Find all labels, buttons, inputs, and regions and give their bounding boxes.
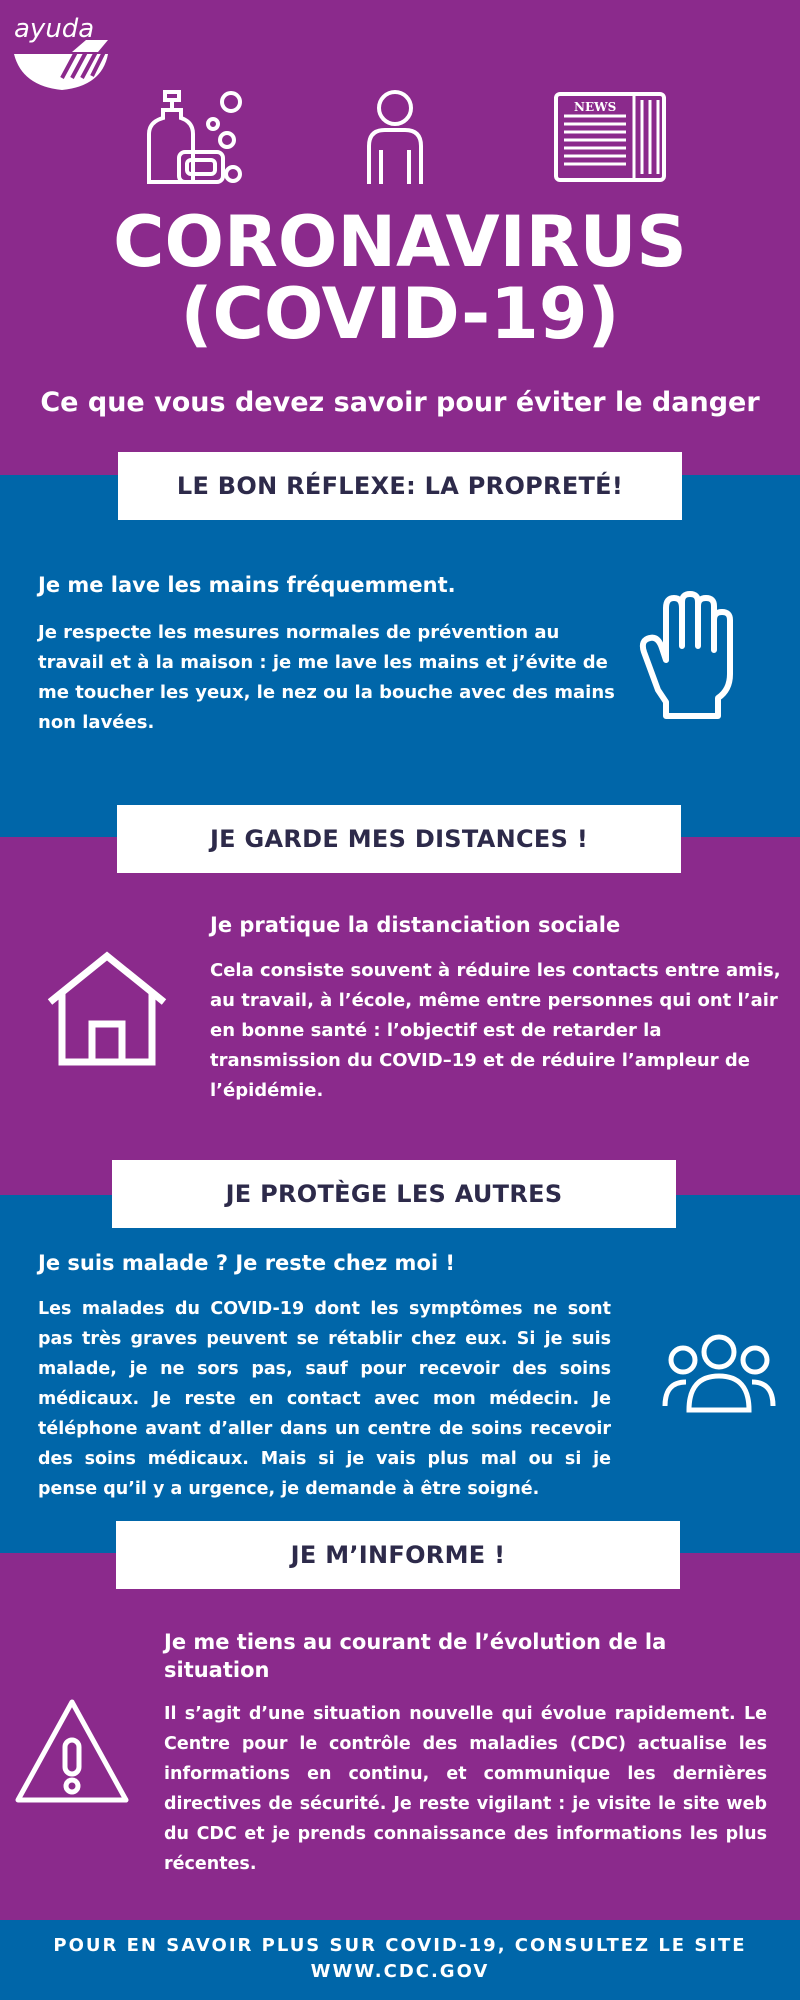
section-1-body: Je respecte les mesures normales de prévention au travail et à la maison : je me lave les mains et j’évite de me toucher les yeux, le nez ou la bouche avec des mains non lavées. <box>38 622 615 733</box>
section-2-subheading: Je pratique la distanciation sociale <box>210 913 621 937</box>
title-line-2: (COVID-19) <box>180 273 620 355</box>
logo[interactable] <box>12 8 112 90</box>
house-icon <box>46 950 168 1068</box>
page-title <box>0 201 800 355</box>
logo-text: ayuda <box>14 14 95 44</box>
section-1-heading: LE BON RÉFLEXE: LA PROPRETÉ! <box>118 452 682 520</box>
section-2-body: Cela consiste souvent à réduire les contacts entre amis, au travail, à l’école, même entre personnes qui ont l’air en bonne santé : l’objectif est de retarder la transmission du COVID–19 et de réduire l’ampleur de l’épidémie. <box>210 960 781 1101</box>
footer-link[interactable]: WWW.CDC.GOV <box>310 1961 490 1982</box>
section-4-heading: JE M’INFORME ! <box>116 1521 680 1589</box>
footer <box>0 1933 800 1985</box>
section-4-subheading: Je me tiens au courant de l’évolution de la situation <box>164 1630 667 1682</box>
section-4-body: Il s’agit d’une situation nouvelle qui évolue rapidement. Le Centre pour le contrôle des maladies (CDC) actualise les informations en continu, et communique les dernières directives de sécurité. Je reste vigilant : je visite le site web du CDC et je prends connaissance des informations les plus récentes. <box>164 1704 767 1874</box>
logo-bowl-icon <box>12 8 112 90</box>
newspaper-label: NEWS <box>574 100 617 114</box>
warning-icon <box>12 1696 132 1806</box>
soap-bottle-icon <box>145 88 245 188</box>
group-icon <box>662 1332 776 1414</box>
section-1-subheading: Je me lave les mains fréquemment. <box>38 573 456 597</box>
section-3-body: Les malades du COVID-19 dont les symptômes ne sont pas très graves peuvent se rétablir chez eux. Si je suis malade, je ne sors pas, sauf pour recevoir des soins médicaux. Je reste en contact avec mon médecin. Je téléphone avant d’aller dans un centre de soins recevoir des soins médicaux. Mais si je vais plus mal ou si je pense qu’il y a urgence, je demande à être soigné. <box>38 1299 611 1499</box>
footer-line-1: POUR EN SAVOIR PLUS SUR COVID-19, CONSULTEZ LE SITE <box>53 1935 747 1956</box>
title-line-1: CORONAVIRUS <box>113 201 687 283</box>
hand-icon <box>636 590 736 722</box>
newspaper-icon <box>552 90 668 184</box>
section-3-subheading: Je suis malade ? Je reste chez moi ! <box>38 1251 455 1275</box>
section-3-heading: JE PROTÈGE LES AUTRES <box>112 1160 676 1228</box>
page-subtitle: Ce que vous devez savoir pour éviter le danger <box>40 387 760 418</box>
person-icon <box>363 88 427 186</box>
section-2-heading: JE GARDE MES DISTANCES ! <box>117 805 681 873</box>
